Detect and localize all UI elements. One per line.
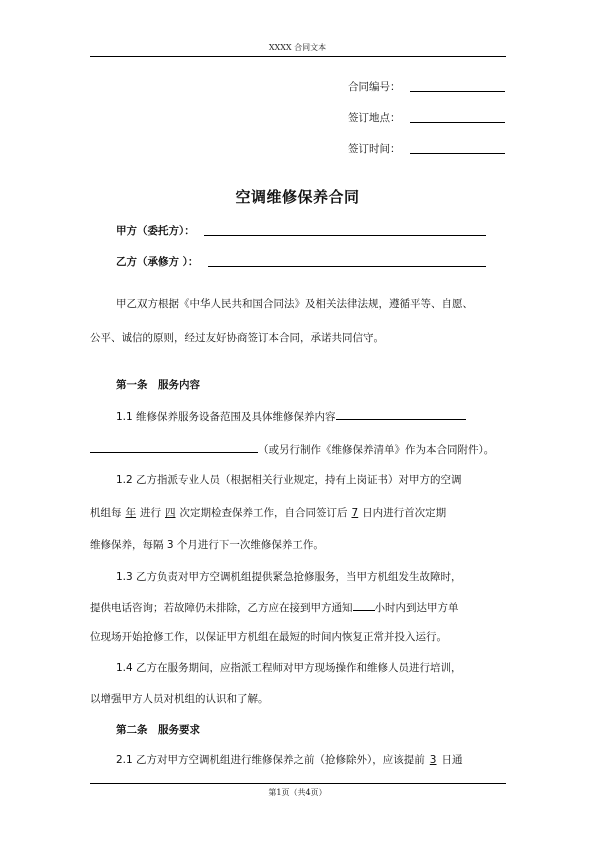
clause-1-2-line-1: 1.2 乙方指派专业人员（根据相关行业规定，持有上岗证书）对甲方的空调 — [116, 474, 462, 486]
page-number: 第1页（共4页） — [268, 788, 327, 797]
clause-1-1-text: 1.1 维修保养服务设备范围及具体维修保养内容 — [116, 411, 336, 423]
clause-1-1-blank-a[interactable] — [336, 408, 466, 420]
party-a-label: 甲方（委托方）： — [116, 225, 195, 237]
clause-1-2-text-c: 次定期检查保养工作，自合同签订后 — [179, 507, 348, 519]
sign-time-label: 签订时间： — [348, 143, 401, 155]
party-b-blank[interactable] — [208, 266, 486, 267]
sign-time-blank[interactable] — [410, 153, 505, 154]
sign-place-label: 签订地点： — [348, 112, 401, 124]
clause-1-4-line-2: 以增强甲方人员对机组的认识和了解。 — [90, 693, 269, 705]
contract-number-row — [348, 80, 408, 94]
clause-2-1-text-a: 2.1 乙方对甲方空调机组进行维修保养之前（抢修除外），应该提前 — [116, 754, 425, 766]
maintenance-count-value: 四 — [165, 507, 176, 519]
sign-time-row — [348, 142, 408, 156]
party-b-label: 乙方（承修方 ）： — [116, 256, 199, 268]
clause-1-3-line-2 — [90, 599, 459, 615]
clause-1-1-line-2 — [90, 441, 494, 457]
clause-1-1-blank-b[interactable] — [90, 441, 258, 453]
clause-1-3-line-1: 1.3 乙方负责对甲方空调机组提供紧急抢修服务，当甲方机组发生故障时， — [116, 571, 462, 583]
clause-1-2-line-2 — [90, 506, 446, 520]
clause-1-3-text-b: 小时内到达甲方单 — [374, 602, 459, 614]
first-service-days-value: 7 — [351, 507, 359, 519]
header-divider — [90, 56, 506, 57]
clause-1-3-line-3: 位现场开始抢修工作，以保证甲方机组在最短的时间内恢复正常并投入运行。 — [90, 631, 447, 643]
preamble-line-1: 甲乙双方根据《中华人民共和国合同法》及相关法律法规，遵循平等、自愿、 — [116, 298, 473, 310]
clause-1-1-tail: （或另行制作《维修保养清单》作为本合同附件）。 — [258, 444, 495, 456]
clause-1-3-text-a: 提供电话咨询；若故障仍未排除，乙方应在接到甲方通知 — [90, 602, 353, 614]
party-a-blank[interactable] — [204, 235, 486, 236]
clause-1-2-text-b: 进行 — [140, 507, 161, 519]
footer-divider — [90, 783, 506, 784]
article-1-title: 第一条 服务内容 — [116, 379, 200, 391]
clause-1-1-line-1 — [116, 408, 466, 424]
response-hours-blank[interactable] — [353, 599, 375, 611]
sign-place-row — [348, 111, 408, 125]
contract-number-blank[interactable] — [410, 91, 505, 92]
clause-1-2-text-a: 机组每 — [90, 507, 122, 519]
clause-1-2-text-d: 日内进行首次定期 — [362, 507, 447, 519]
clause-1-2-line-3: 维修保养，每隔 3 个月进行下一次维修保养工作。 — [90, 539, 324, 551]
contract-title: 空调维修保养合同 — [235, 188, 360, 206]
notice-days-value: 3 — [429, 754, 437, 766]
preamble-line-2: 公平、诚信的原则，经过友好协商签订本合同，承诺共同信守。 — [90, 332, 384, 344]
article-2-title: 第二条 服务要求 — [116, 724, 200, 736]
page-header: XXXX 合同文本 — [268, 43, 327, 52]
clause-2-1-line-1 — [116, 753, 462, 767]
maintenance-period-value: 年 — [125, 507, 136, 519]
clause-2-1-text-b: 日通 — [441, 754, 463, 766]
sign-place-blank[interactable] — [410, 122, 505, 123]
contract-number-label: 合同编号： — [348, 81, 401, 93]
clause-1-4-line-1: 1.4 乙方在服务期间，应指派工程师对甲方现场操作和维修人员进行培训， — [116, 662, 462, 674]
